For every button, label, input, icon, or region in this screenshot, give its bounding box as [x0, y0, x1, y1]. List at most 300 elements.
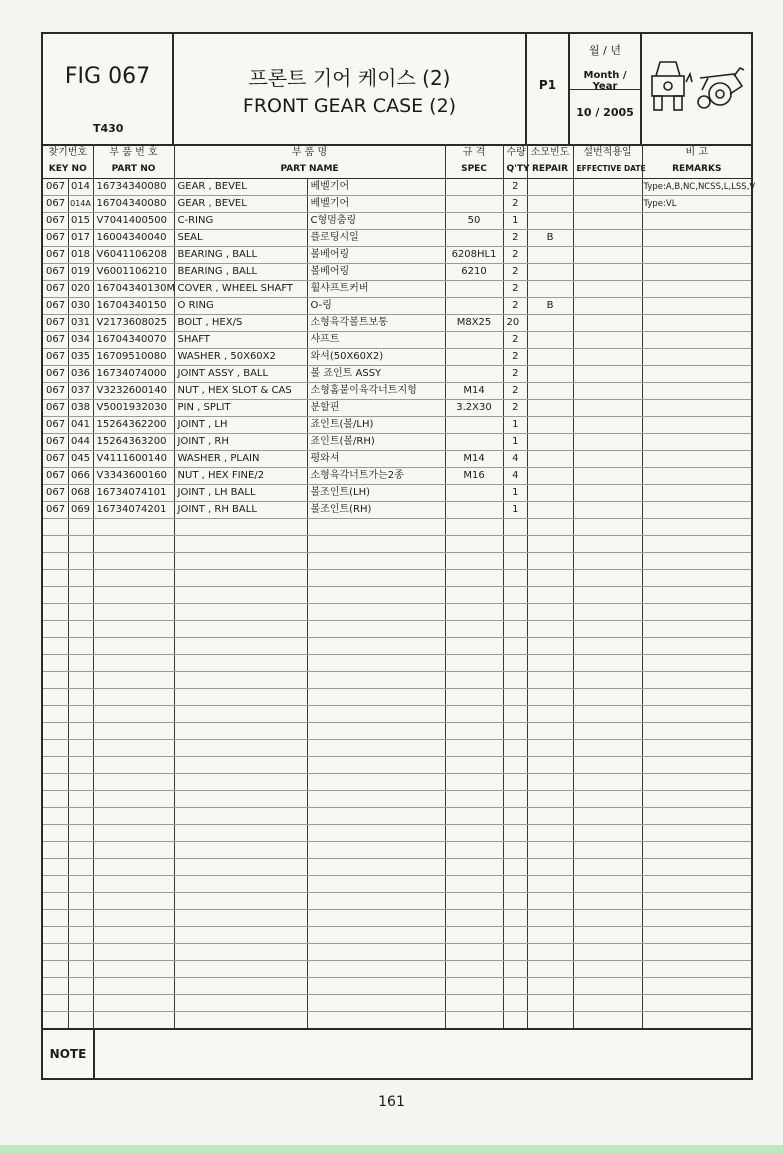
row-effective-date: [573, 416, 642, 433]
table-row: [43, 416, 751, 433]
empty-cell: [174, 790, 307, 807]
empty-cell: [527, 705, 573, 722]
empty-cell: [43, 654, 68, 671]
empty-cell: [573, 1011, 642, 1028]
row-spec: [445, 484, 503, 501]
title-korean: 프론트 기어 케이스 (2): [248, 66, 451, 90]
empty-cell: [573, 773, 642, 790]
col-remarks-kr: 비 고: [685, 146, 709, 158]
empty-cell: [445, 875, 503, 892]
row-remarks: [642, 382, 751, 399]
empty-cell: [68, 909, 93, 926]
empty-cell: [43, 535, 68, 552]
empty-cell: [503, 824, 527, 841]
table-row: [43, 365, 751, 382]
empty-cell: [527, 569, 573, 586]
empty-cell: [503, 722, 527, 739]
row-spec: 3.2X30: [445, 399, 503, 416]
empty-cell: [445, 858, 503, 875]
empty-cell: [43, 1011, 68, 1028]
empty-cell: [174, 841, 307, 858]
empty-cell: [307, 739, 445, 756]
empty-cell: [93, 688, 174, 705]
empty-row: [43, 535, 751, 552]
empty-cell: [174, 620, 307, 637]
empty-cell: [642, 824, 751, 841]
empty-cell: [68, 841, 93, 858]
table-row: [43, 314, 751, 331]
empty-cell: [68, 790, 93, 807]
empty-row: [43, 943, 751, 960]
table-row: [43, 246, 751, 263]
row-qty: 2: [503, 399, 527, 416]
empty-cell: [573, 518, 642, 535]
empty-cell: [642, 637, 751, 654]
empty-cell: [503, 892, 527, 909]
empty-cell: [503, 535, 527, 552]
empty-cell: [43, 569, 68, 586]
row-part-no: V4111600140: [93, 450, 174, 467]
row-part-name-kr: 베벨기어: [307, 178, 445, 195]
table-row: [43, 399, 751, 416]
empty-cell: [68, 739, 93, 756]
row-spec: [445, 195, 503, 212]
empty-cell: [503, 1011, 527, 1028]
empty-cell: [93, 739, 174, 756]
empty-cell: [445, 994, 503, 1011]
row-qty: 1: [503, 212, 527, 229]
empty-cell: [445, 773, 503, 790]
empty-cell: [307, 807, 445, 824]
row-repair: [527, 416, 573, 433]
row-part-no: V6041106208: [93, 246, 174, 263]
row-fig-no: 067: [43, 501, 68, 518]
empty-cell: [174, 637, 307, 654]
empty-cell: [174, 586, 307, 603]
row-fig-no: 067: [43, 382, 68, 399]
empty-cell: [174, 705, 307, 722]
empty-cell: [503, 705, 527, 722]
empty-cell: [527, 790, 573, 807]
empty-cell: [43, 586, 68, 603]
empty-cell: [174, 807, 307, 824]
parts-sheet: [41, 32, 756, 1080]
row-spec: [445, 416, 503, 433]
empty-cell: [573, 620, 642, 637]
empty-cell: [307, 943, 445, 960]
empty-cell: [43, 909, 68, 926]
row-key-no: 038: [68, 399, 93, 416]
row-part-no: 16734074201: [93, 501, 174, 518]
empty-cell: [503, 688, 527, 705]
empty-cell: [527, 824, 573, 841]
empty-row: [43, 552, 751, 569]
row-fig-no: 067: [43, 484, 68, 501]
row-remarks: [642, 314, 751, 331]
row-remarks: Type:VL: [642, 195, 751, 212]
row-part-no: 16709510080: [93, 348, 174, 365]
empty-cell: [642, 688, 751, 705]
col-repair-en: REPAIR: [527, 161, 573, 178]
empty-cell: [503, 586, 527, 603]
row-part-name-kr: 볼베어링: [307, 246, 445, 263]
row-part-name-en: BEARING , BALL: [174, 263, 307, 280]
empty-cell: [174, 1011, 307, 1028]
row-repair: [527, 484, 573, 501]
row-spec: M14: [445, 450, 503, 467]
empty-cell: [642, 943, 751, 960]
empty-cell: [68, 654, 93, 671]
table-row: [43, 280, 751, 297]
empty-cell: [93, 654, 174, 671]
row-remarks: [642, 399, 751, 416]
empty-row: [43, 518, 751, 535]
row-key-no: 014: [68, 178, 93, 195]
empty-cell: [527, 858, 573, 875]
empty-cell: [445, 603, 503, 620]
row-remarks: [642, 229, 751, 246]
row-repair: [527, 263, 573, 280]
empty-cell: [527, 926, 573, 943]
row-part-no: 16734074000: [93, 365, 174, 382]
row-part-name-kr: 소형육각너트가는2종: [307, 467, 445, 484]
empty-cell: [445, 586, 503, 603]
page-label: P1: [538, 78, 557, 92]
table-row: [43, 195, 751, 212]
empty-cell: [307, 960, 445, 977]
empty-cell: [307, 518, 445, 535]
empty-cell: [573, 705, 642, 722]
empty-cell: [68, 756, 93, 773]
empty-row: [43, 654, 751, 671]
row-key-no: 066: [68, 467, 93, 484]
empty-cell: [527, 807, 573, 824]
row-remarks: [642, 331, 751, 348]
row-part-name-kr: 분할핀: [307, 399, 445, 416]
empty-cell: [93, 518, 174, 535]
empty-cell: [68, 943, 93, 960]
row-part-name-kr: 샤프트: [307, 331, 445, 348]
row-part-no: 16734340080: [93, 178, 174, 195]
row-part-name-en: COVER , WHEEL SHAFT: [174, 280, 307, 297]
empty-cell: [174, 552, 307, 569]
empty-cell: [642, 960, 751, 977]
empty-cell: [503, 926, 527, 943]
empty-cell: [68, 892, 93, 909]
empty-cell: [43, 722, 68, 739]
empty-cell: [174, 773, 307, 790]
empty-cell: [43, 824, 68, 841]
sheet-header: [43, 34, 751, 146]
row-key-no: 019: [68, 263, 93, 280]
empty-cell: [307, 586, 445, 603]
row-remarks: [642, 246, 751, 263]
empty-cell: [93, 943, 174, 960]
row-key-no: 068: [68, 484, 93, 501]
empty-cell: [573, 909, 642, 926]
row-fig-no: 067: [43, 348, 68, 365]
empty-cell: [503, 654, 527, 671]
empty-cell: [43, 705, 68, 722]
row-fig-no: 067: [43, 178, 68, 195]
empty-cell: [445, 790, 503, 807]
row-spec: [445, 178, 503, 195]
empty-row: [43, 637, 751, 654]
empty-cell: [43, 892, 68, 909]
parts-table-body: [43, 178, 756, 1028]
row-remarks: [642, 348, 751, 365]
parts-table: [43, 144, 756, 1029]
empty-cell: [445, 909, 503, 926]
row-effective-date: [573, 467, 642, 484]
row-remarks: [642, 263, 751, 280]
empty-cell: [68, 603, 93, 620]
empty-cell: [642, 552, 751, 569]
col-qty-en: Q'TY: [503, 161, 527, 178]
empty-cell: [174, 960, 307, 977]
row-part-name-kr: 소형홈붙이육각너트지헝: [307, 382, 445, 399]
row-qty: 4: [503, 467, 527, 484]
empty-cell: [174, 569, 307, 586]
row-part-name-kr: 소형육각볼트보통: [307, 314, 445, 331]
col-partname-en: PART NAME: [174, 161, 445, 178]
empty-cell: [642, 892, 751, 909]
empty-cell: [68, 671, 93, 688]
empty-cell: [307, 603, 445, 620]
empty-cell: [445, 688, 503, 705]
empty-cell: [174, 892, 307, 909]
empty-row: [43, 926, 751, 943]
table-row: [43, 229, 751, 246]
empty-cell: [527, 620, 573, 637]
empty-cell: [445, 637, 503, 654]
empty-cell: [174, 977, 307, 994]
row-key-no: 045: [68, 450, 93, 467]
row-fig-no: 067: [43, 297, 68, 314]
empty-cell: [43, 841, 68, 858]
row-spec: 6208HL1: [445, 246, 503, 263]
row-part-name-en: JOINT , LH: [174, 416, 307, 433]
empty-cell: [445, 569, 503, 586]
row-key-no: 014A: [68, 195, 93, 212]
row-qty: 4: [503, 450, 527, 467]
empty-cell: [93, 671, 174, 688]
empty-row: [43, 739, 751, 756]
empty-row: [43, 688, 751, 705]
row-part-name-kr: 볼조인트(LH): [307, 484, 445, 501]
empty-row: [43, 1011, 751, 1028]
empty-cell: [93, 756, 174, 773]
empty-cell: [307, 722, 445, 739]
empty-cell: [445, 841, 503, 858]
row-fig-no: 067: [43, 467, 68, 484]
empty-cell: [527, 739, 573, 756]
empty-cell: [503, 909, 527, 926]
empty-row: [43, 960, 751, 977]
empty-cell: [573, 926, 642, 943]
empty-cell: [174, 739, 307, 756]
table-row: [43, 348, 751, 365]
tractor-icon: [642, 34, 751, 144]
empty-cell: [307, 926, 445, 943]
empty-cell: [68, 1011, 93, 1028]
empty-cell: [68, 807, 93, 824]
row-repair: [527, 467, 573, 484]
empty-cell: [527, 875, 573, 892]
empty-cell: [445, 671, 503, 688]
empty-cell: [445, 926, 503, 943]
empty-cell: [445, 977, 503, 994]
empty-cell: [527, 637, 573, 654]
empty-cell: [445, 892, 503, 909]
empty-cell: [573, 586, 642, 603]
empty-cell: [93, 569, 174, 586]
empty-cell: [93, 1011, 174, 1028]
empty-cell: [307, 909, 445, 926]
row-fig-no: 067: [43, 246, 68, 263]
row-part-name-en: BEARING , BALL: [174, 246, 307, 263]
empty-row: [43, 977, 751, 994]
empty-cell: [307, 756, 445, 773]
empty-cell: [642, 654, 751, 671]
row-effective-date: [573, 263, 642, 280]
row-repair: [527, 280, 573, 297]
empty-cell: [573, 841, 642, 858]
row-spec: [445, 280, 503, 297]
date-label-english: Month / Year: [583, 70, 627, 92]
row-part-name-en: NUT , HEX SLOT & CAS: [174, 382, 307, 399]
empty-row: [43, 569, 751, 586]
empty-cell: [445, 739, 503, 756]
row-part-no: V3232600140: [93, 382, 174, 399]
empty-cell: [503, 773, 527, 790]
row-qty: 2: [503, 263, 527, 280]
row-key-no: 031: [68, 314, 93, 331]
row-remarks: [642, 365, 751, 382]
row-part-no: V2173608025: [93, 314, 174, 331]
empty-cell: [527, 909, 573, 926]
row-repair: [527, 246, 573, 263]
empty-cell: [174, 671, 307, 688]
empty-cell: [307, 824, 445, 841]
empty-cell: [307, 705, 445, 722]
row-effective-date: [573, 433, 642, 450]
empty-cell: [93, 960, 174, 977]
empty-cell: [174, 875, 307, 892]
row-key-no: 069: [68, 501, 93, 518]
row-repair: [527, 399, 573, 416]
empty-cell: [573, 722, 642, 739]
empty-cell: [642, 977, 751, 994]
row-part-no: V7041400500: [93, 212, 174, 229]
row-effective-date: [573, 331, 642, 348]
empty-cell: [573, 892, 642, 909]
row-spec: [445, 331, 503, 348]
empty-cell: [43, 977, 68, 994]
empty-cell: [445, 535, 503, 552]
empty-cell: [68, 977, 93, 994]
row-key-no: 037: [68, 382, 93, 399]
empty-cell: [642, 603, 751, 620]
empty-cell: [445, 824, 503, 841]
empty-cell: [503, 671, 527, 688]
row-part-no: 16004340040: [93, 229, 174, 246]
col-eff-en: EFFECTIVE DATE: [573, 161, 642, 178]
empty-row: [43, 671, 751, 688]
empty-cell: [68, 926, 93, 943]
row-remarks: Type:A,B,NC,NCSS,L,LSS,V: [642, 178, 751, 195]
row-fig-no: 067: [43, 416, 68, 433]
row-remarks: [642, 433, 751, 450]
empty-cell: [503, 977, 527, 994]
empty-cell: [573, 569, 642, 586]
empty-cell: [573, 756, 642, 773]
row-fig-no: 067: [43, 212, 68, 229]
empty-cell: [68, 637, 93, 654]
row-effective-date: [573, 178, 642, 195]
table-row: [43, 331, 751, 348]
col-partno-kr: 부 품 번 호: [93, 144, 174, 161]
col-key-en: KEY NO: [43, 161, 93, 178]
empty-cell: [573, 790, 642, 807]
row-repair: B: [527, 297, 573, 314]
empty-cell: [573, 943, 642, 960]
row-part-no: 16704340070: [93, 331, 174, 348]
empty-row: [43, 824, 751, 841]
row-spec: [445, 348, 503, 365]
row-key-no: 020: [68, 280, 93, 297]
empty-cell: [642, 705, 751, 722]
empty-cell: [642, 739, 751, 756]
empty-cell: [503, 994, 527, 1011]
empty-cell: [503, 620, 527, 637]
empty-cell: [174, 994, 307, 1011]
empty-cell: [573, 688, 642, 705]
col-key-kr: 찾기번호: [43, 144, 93, 161]
empty-cell: [445, 518, 503, 535]
row-qty: 1: [503, 501, 527, 518]
empty-cell: [642, 1011, 751, 1028]
row-part-no: 15264362200: [93, 416, 174, 433]
row-part-no: 16704340080: [93, 195, 174, 212]
row-part-name-kr: 볼조인트(RH): [307, 501, 445, 518]
row-qty: 2: [503, 348, 527, 365]
table-row: [43, 484, 751, 501]
empty-row: [43, 858, 751, 875]
row-remarks: [642, 416, 751, 433]
col-repair-kr: 소모빈도: [527, 144, 573, 161]
row-spec: 50: [445, 212, 503, 229]
empty-cell: [68, 688, 93, 705]
empty-cell: [445, 1011, 503, 1028]
table-row: [43, 297, 751, 314]
empty-row: [43, 756, 751, 773]
empty-cell: [503, 807, 527, 824]
row-part-name-en: JOINT ASSY , BALL: [174, 365, 307, 382]
empty-cell: [503, 552, 527, 569]
row-part-no: 16734074101: [93, 484, 174, 501]
empty-cell: [527, 722, 573, 739]
row-part-no: 15264363200: [93, 433, 174, 450]
row-part-name-en: C-RING: [174, 212, 307, 229]
table-row: [43, 178, 751, 195]
row-qty: 2: [503, 280, 527, 297]
model-number: T430: [93, 122, 124, 135]
empty-cell: [642, 875, 751, 892]
row-part-name-kr: 평와셔: [307, 450, 445, 467]
empty-cell: [307, 841, 445, 858]
empty-cell: [93, 620, 174, 637]
